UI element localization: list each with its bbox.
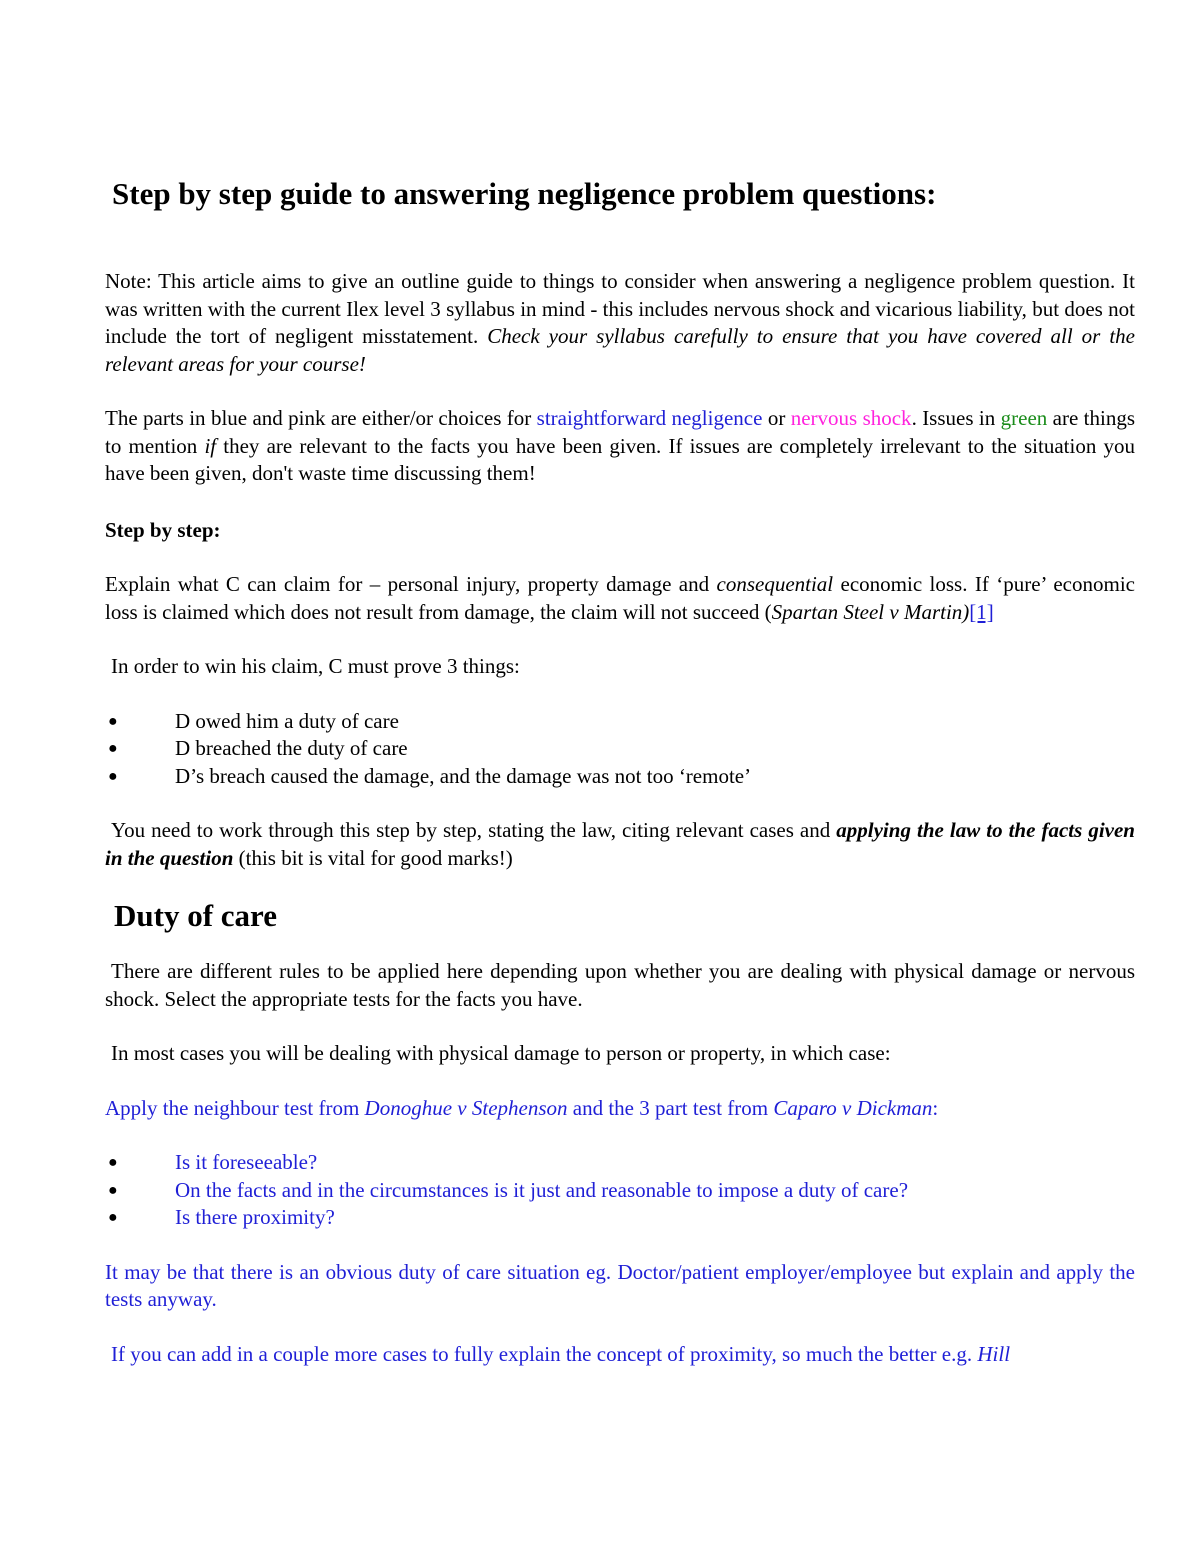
consequential-word: consequential	[716, 572, 834, 596]
claim-paragraph	[105, 571, 1135, 626]
list-item-text: On the facts and in the circumstances is it just and reasonable to impose a duty of care?	[175, 1177, 909, 1202]
list-item	[105, 708, 1135, 736]
list-item	[105, 763, 1135, 791]
apply-paragraph	[105, 1095, 1135, 1123]
list-item-text: D’s breach caused the damage, and the damage was not too ‘remote’	[175, 763, 752, 788]
apply-text: Apply the neighbour test from	[105, 1095, 365, 1120]
color-key-text: . Issues in	[911, 406, 1001, 430]
proximity-text: If you can add in a couple more cases to fully explain the concept of proximity, so much the better e.g.	[111, 1341, 978, 1366]
case-citation: Hill	[977, 1341, 1011, 1366]
list-item	[105, 1177, 1135, 1205]
list-item-text: D breached the duty of care	[175, 736, 408, 760]
rules-text: There are different rules to be applied here depending upon whether you are dealing with physical damage or nervous shock. Select the appropriate tests for the facts you have.	[105, 959, 1135, 1011]
document-title: Step by step guide to answering negligence problem questions:	[112, 176, 937, 211]
prove-list	[105, 708, 1135, 791]
bullet-icon: ●	[108, 1209, 118, 1226]
list-item-text: Is there proximity?	[175, 1205, 335, 1229]
prove-intro: In order to win his claim, C must prove 3 things:	[111, 654, 520, 678]
color-key-paragraph	[105, 405, 1135, 488]
footnote-link[interactable]: [1]	[969, 599, 994, 624]
work-text: You need to work through this step by step, stating the law, citing relevant cases and	[111, 818, 837, 842]
work-emphasis: applying the law to the facts given in the question	[105, 818, 1135, 870]
bullet-icon: ●	[108, 740, 118, 757]
color-key-text: are things to mention	[105, 406, 1136, 458]
case-citation: Caparo v Dickman	[773, 1095, 933, 1120]
note-text: Note: This article aims to give an outline guide to things to consider when answering a negligence problem question. It was written with the current Ilex level 3 syllabus in mind - this includes nervous shock and vicarious liability, but does not include the tort of negligent misstatement.	[105, 269, 1135, 348]
work-paragraph	[105, 817, 1135, 872]
bullet-icon: ●	[108, 1154, 118, 1171]
green-term: green	[1000, 406, 1048, 430]
tests-list	[105, 1149, 1135, 1232]
list-item	[105, 1204, 1135, 1232]
list-item-text: Is it foreseeable?	[175, 1150, 318, 1174]
case-citation: Spartan Steel v Martin)	[771, 599, 970, 624]
bullet-icon: ●	[108, 767, 118, 785]
obvious-duty-paragraph: It may be that there is an obvious duty of care situation eg. Doctor/patient employer/employee but explain and apply the tests anyway.	[105, 1259, 1135, 1311]
color-key-text: they are relevant to the facts you have been given. If issues are completely irrelevant to the situation you have been given, don't waste time discussing them!	[105, 433, 1135, 485]
claim-text: economic loss. If ‘pure’ economic loss is claimed which does not result from damage, the claim will not succeed (	[105, 572, 1135, 624]
note-paragraph	[105, 268, 1135, 378]
list-item-text: D owed him a duty of care	[175, 708, 399, 733]
proximity-paragraph	[105, 1341, 1135, 1369]
note-emphasis: Check your syllabus carefully to ensure that you have covered all or the relevant areas for your course!	[105, 324, 1135, 376]
color-key-text: The parts in blue and pink are either/or choices for	[105, 406, 537, 430]
most-cases-paragraph: In most cases you will be dealing with physical damage to person or property, in which case:	[111, 1041, 891, 1065]
document-page	[105, 170, 1135, 1368]
if-word: if	[204, 433, 217, 458]
apply-text: and the 3 part test from	[567, 1095, 774, 1120]
case-citation: Donoghue v Stephenson	[364, 1095, 568, 1120]
apply-text: :	[932, 1095, 939, 1120]
color-key-text: or	[762, 406, 791, 430]
duty-of-care-heading: Duty of care	[114, 898, 277, 933]
pink-term: nervous shock	[790, 406, 912, 430]
list-item	[105, 735, 1135, 763]
list-item	[105, 1149, 1135, 1177]
rules-paragraph	[105, 958, 1135, 1013]
step-by-step-heading: Step by step:	[105, 517, 221, 542]
claim-text: Explain what C can claim for – personal injury, property damage and	[105, 572, 717, 596]
bullet-icon: ●	[108, 712, 118, 730]
blue-term: straightforward negligence	[536, 406, 763, 430]
work-text: (this bit is vital for good marks!)	[233, 845, 513, 870]
bullet-icon: ●	[108, 1181, 118, 1199]
